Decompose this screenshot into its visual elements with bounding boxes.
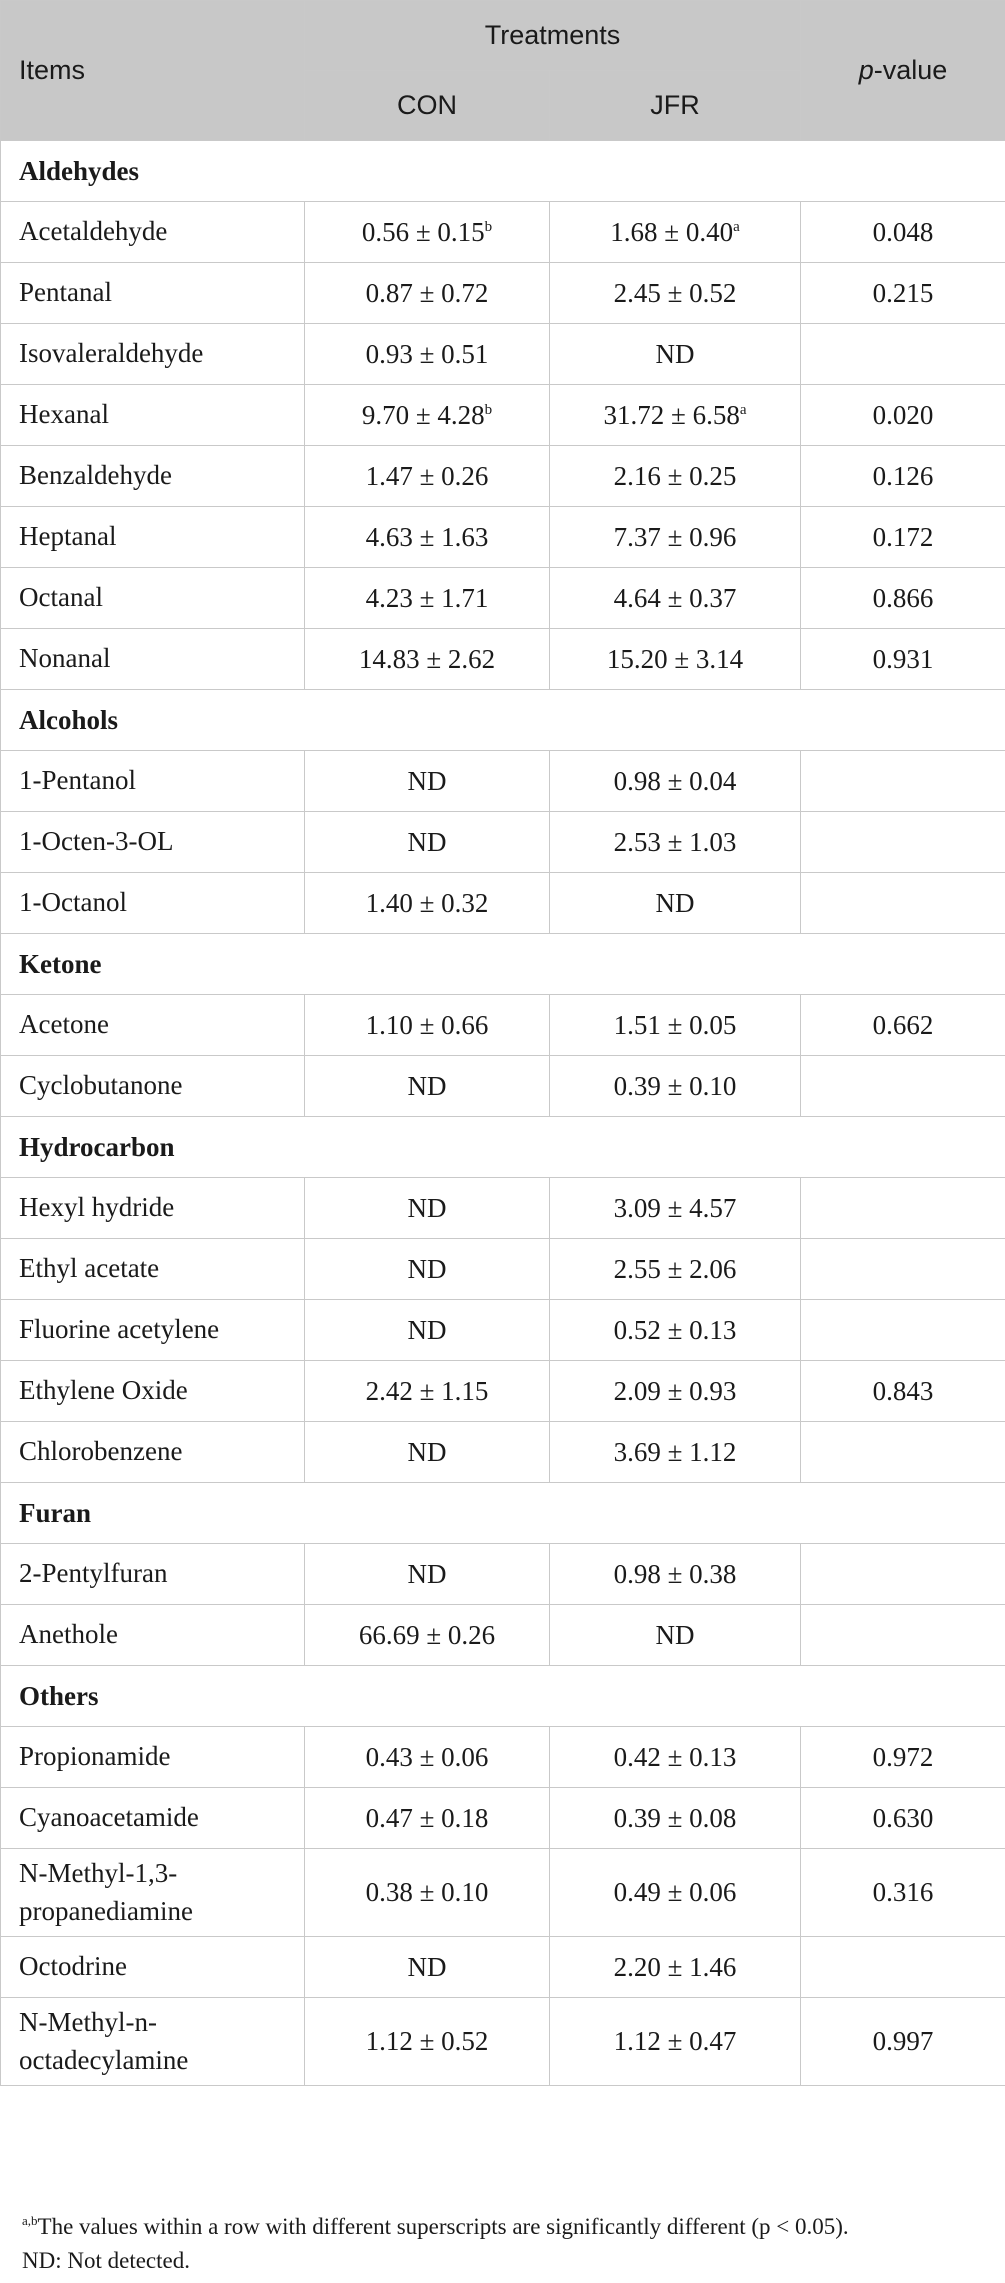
table-row bbox=[1, 263, 1005, 324]
compound-name bbox=[1, 1998, 305, 2086]
compound-name: Chlorobenzene bbox=[1, 1422, 305, 1483]
table-row bbox=[1, 202, 1005, 263]
jfr-value bbox=[550, 1178, 801, 1239]
con-value-text: ND bbox=[407, 765, 447, 796]
con-value bbox=[305, 1422, 550, 1483]
con-value-text: 2.42 ± 1.15 bbox=[365, 1375, 489, 1406]
con-header: CON bbox=[305, 71, 550, 141]
con-value-text: ND bbox=[407, 1192, 447, 1223]
con-value bbox=[305, 1300, 550, 1361]
jfr-value-text: 0.42 ± 0.13 bbox=[613, 1741, 737, 1772]
table-row bbox=[1, 1605, 1005, 1666]
jfr-value-text: 0.52 ± 0.13 bbox=[613, 1314, 737, 1345]
p-value bbox=[801, 1605, 1005, 1666]
jfr-value-text: ND bbox=[655, 887, 695, 918]
con-value-text: 0.38 ± 0.10 bbox=[365, 1877, 489, 1907]
p-value-rest: -value bbox=[873, 55, 948, 85]
jfr-value bbox=[550, 1544, 801, 1605]
jfr-superscript: a bbox=[733, 218, 740, 235]
p-value bbox=[801, 1239, 1005, 1300]
jfr-value bbox=[550, 324, 801, 385]
jfr-value bbox=[550, 1605, 801, 1666]
con-value-text: 0.56 ± 0.15 bbox=[361, 216, 485, 247]
jfr-value-text: 3.69 ± 1.12 bbox=[613, 1436, 737, 1467]
jfr-value bbox=[550, 1422, 801, 1483]
table-footnote bbox=[22, 2210, 992, 2278]
compound-name bbox=[1, 1849, 305, 1937]
jfr-value-text: ND bbox=[655, 338, 695, 369]
table-row bbox=[1, 1361, 1005, 1422]
p-value: 0.172 bbox=[801, 507, 1005, 568]
con-value bbox=[305, 873, 550, 934]
jfr-superscript: a bbox=[739, 401, 747, 418]
p-value bbox=[801, 873, 1005, 934]
compound-name: Nonanal bbox=[1, 629, 305, 690]
con-value-text: 0.43 ± 0.06 bbox=[365, 1741, 489, 1772]
con-value bbox=[305, 263, 550, 324]
con-value bbox=[305, 446, 550, 507]
table-row bbox=[1, 324, 1005, 385]
category-row bbox=[1, 141, 1005, 202]
jfr-value bbox=[550, 568, 801, 629]
compound-name: Octodrine bbox=[1, 1937, 305, 1998]
p-value bbox=[801, 1056, 1005, 1117]
jfr-value bbox=[550, 385, 801, 446]
con-value-text: 66.69 ± 0.26 bbox=[358, 1619, 496, 1650]
compound-name: Ethyl acetate bbox=[1, 1239, 305, 1300]
jfr-value bbox=[550, 751, 801, 812]
category-label: Hydrocarbon bbox=[1, 1117, 1005, 1178]
category-label: Others bbox=[1, 1666, 1005, 1727]
con-superscript: b bbox=[484, 401, 493, 418]
table-row bbox=[1, 1544, 1005, 1605]
p-value bbox=[801, 1422, 1005, 1483]
jfr-value-text: 31.72 ± 6.58 bbox=[603, 399, 740, 430]
con-value bbox=[305, 568, 550, 629]
p-value bbox=[801, 1178, 1005, 1239]
con-value bbox=[305, 202, 550, 263]
jfr-value-text: 4.64 ± 0.37 bbox=[613, 582, 737, 613]
con-value-text: 0.47 ± 0.18 bbox=[365, 1802, 489, 1833]
jfr-value-text: 3.09 ± 4.57 bbox=[613, 1192, 737, 1223]
compound-name: Acetaldehyde bbox=[1, 202, 305, 263]
p-value: 0.126 bbox=[801, 446, 1005, 507]
p-value: 0.931 bbox=[801, 629, 1005, 690]
jfr-value-text: 1.51 ± 0.05 bbox=[613, 1009, 737, 1040]
con-value-text: 1.12 ± 0.52 bbox=[365, 2026, 489, 2056]
con-value bbox=[305, 385, 550, 446]
compound-name: Acetone bbox=[1, 995, 305, 1056]
footnote-superscript: a,b bbox=[22, 2213, 38, 2228]
p-value: 0.997 bbox=[801, 1998, 1005, 2086]
con-value-text: 1.10 ± 0.66 bbox=[365, 1009, 489, 1040]
con-value bbox=[305, 507, 550, 568]
table-row bbox=[1, 1788, 1005, 1849]
jfr-value-text: 0.98 ± 0.38 bbox=[613, 1558, 737, 1589]
jfr-value bbox=[550, 1788, 801, 1849]
p-value: 0.866 bbox=[801, 568, 1005, 629]
jfr-value-text: 15.20 ± 3.14 bbox=[606, 643, 744, 674]
jfr-value-text: 2.45 ± 0.52 bbox=[613, 277, 737, 308]
footnote-significance bbox=[22, 2210, 992, 2244]
con-value bbox=[305, 1788, 550, 1849]
con-value-text: 9.70 ± 4.28 bbox=[361, 399, 485, 430]
jfr-value bbox=[550, 1849, 801, 1937]
jfr-value-text: 0.39 ± 0.10 bbox=[613, 1070, 737, 1101]
table-row bbox=[1, 1998, 1005, 2086]
table-row bbox=[1, 507, 1005, 568]
compound-name: 1-Octanol bbox=[1, 873, 305, 934]
con-value bbox=[305, 1998, 550, 2086]
p-value bbox=[801, 1544, 1005, 1605]
compound-name: Anethole bbox=[1, 1605, 305, 1666]
con-value bbox=[305, 1178, 550, 1239]
category-row bbox=[1, 1117, 1005, 1178]
table-header bbox=[1, 1, 1005, 141]
table-row bbox=[1, 385, 1005, 446]
treatments-header: Treatments bbox=[305, 1, 801, 71]
p-value: 0.972 bbox=[801, 1727, 1005, 1788]
table-row bbox=[1, 995, 1005, 1056]
compound-name: Heptanal bbox=[1, 507, 305, 568]
p-value bbox=[801, 1300, 1005, 1361]
table-row bbox=[1, 446, 1005, 507]
compound-name: Pentanal bbox=[1, 263, 305, 324]
p-value bbox=[801, 1937, 1005, 1998]
p-value-italic: p bbox=[858, 55, 874, 85]
compound-name: Fluorine acetylene bbox=[1, 1300, 305, 1361]
jfr-value bbox=[550, 1937, 801, 1998]
jfr-value bbox=[550, 263, 801, 324]
table-row bbox=[1, 629, 1005, 690]
con-value-text: 4.63 ± 1.63 bbox=[365, 521, 489, 552]
compound-name: Benzaldehyde bbox=[1, 446, 305, 507]
con-value-text: ND bbox=[407, 1253, 447, 1284]
p-value-header bbox=[801, 1, 1005, 141]
category-label: Alcohols bbox=[1, 690, 1005, 751]
p-value: 0.843 bbox=[801, 1361, 1005, 1422]
jfr-value bbox=[550, 446, 801, 507]
con-value-text: 1.47 ± 0.26 bbox=[365, 460, 489, 491]
con-value bbox=[305, 1361, 550, 1422]
table-row bbox=[1, 873, 1005, 934]
table-row bbox=[1, 1727, 1005, 1788]
con-value-text: ND bbox=[407, 1314, 447, 1345]
jfr-value-text: 0.98 ± 0.04 bbox=[613, 765, 737, 796]
compound-name: 2-Pentylfuran bbox=[1, 1544, 305, 1605]
jfr-value-text: ND bbox=[655, 1619, 695, 1650]
compound-name-line: N-Methyl-1,3- bbox=[19, 1857, 178, 1888]
category-row bbox=[1, 934, 1005, 995]
jfr-value-text: 1.12 ± 0.47 bbox=[613, 2026, 737, 2056]
con-value-text: 14.83 ± 2.62 bbox=[358, 643, 496, 674]
con-value-text: ND bbox=[407, 1951, 447, 1982]
table-row bbox=[1, 812, 1005, 873]
jfr-header: JFR bbox=[550, 71, 801, 141]
jfr-value-text: 2.16 ± 0.25 bbox=[613, 460, 737, 491]
table-body bbox=[1, 141, 1005, 2086]
p-value: 0.215 bbox=[801, 263, 1005, 324]
compound-name: Propionamide bbox=[1, 1727, 305, 1788]
con-value bbox=[305, 324, 550, 385]
compound-name: Hexyl hydride bbox=[1, 1178, 305, 1239]
p-value bbox=[801, 324, 1005, 385]
con-value-text: 1.40 ± 0.32 bbox=[365, 887, 489, 918]
category-label: Furan bbox=[1, 1483, 1005, 1544]
compound-name-line: propanediamine bbox=[19, 1895, 193, 1926]
con-value-text: 0.93 ± 0.51 bbox=[365, 338, 489, 369]
jfr-value-text: 7.37 ± 0.96 bbox=[613, 521, 737, 552]
table-row bbox=[1, 751, 1005, 812]
con-value bbox=[305, 1605, 550, 1666]
p-value: 0.020 bbox=[801, 385, 1005, 446]
jfr-value bbox=[550, 1300, 801, 1361]
compound-name: Octanal bbox=[1, 568, 305, 629]
p-value: 0.316 bbox=[801, 1849, 1005, 1937]
con-value bbox=[305, 1849, 550, 1937]
jfr-value bbox=[550, 1727, 801, 1788]
con-value bbox=[305, 1544, 550, 1605]
compound-name: Hexanal bbox=[1, 385, 305, 446]
p-value bbox=[801, 812, 1005, 873]
footnote-significance-text: The values within a row with different superscripts are significantly different (p < 0.05). bbox=[37, 2214, 849, 2239]
table-row bbox=[1, 1056, 1005, 1117]
category-row bbox=[1, 690, 1005, 751]
con-value-text: 0.87 ± 0.72 bbox=[365, 277, 489, 308]
table-row bbox=[1, 568, 1005, 629]
compound-name: Cyclobutanone bbox=[1, 1056, 305, 1117]
con-value bbox=[305, 995, 550, 1056]
con-value-text: ND bbox=[407, 1070, 447, 1101]
con-value-text: ND bbox=[407, 1436, 447, 1467]
jfr-value bbox=[550, 1056, 801, 1117]
jfr-value bbox=[550, 995, 801, 1056]
con-value bbox=[305, 812, 550, 873]
con-value-text: ND bbox=[407, 1558, 447, 1589]
p-value: 0.662 bbox=[801, 995, 1005, 1056]
con-value bbox=[305, 1727, 550, 1788]
table-row bbox=[1, 1300, 1005, 1361]
compound-name-line: N-Methyl-n- bbox=[19, 2006, 157, 2037]
category-row bbox=[1, 1666, 1005, 1727]
jfr-value-text: 0.39 ± 0.08 bbox=[613, 1802, 737, 1833]
items-header: Items bbox=[1, 1, 305, 141]
jfr-value-text: 0.49 ± 0.06 bbox=[613, 1877, 737, 1907]
con-value-text: 4.23 ± 1.71 bbox=[365, 582, 489, 613]
category-label: Ketone bbox=[1, 934, 1005, 995]
table-row bbox=[1, 1178, 1005, 1239]
table-row bbox=[1, 1422, 1005, 1483]
con-value bbox=[305, 751, 550, 812]
jfr-value-text: 2.09 ± 0.93 bbox=[613, 1375, 737, 1406]
con-value bbox=[305, 1937, 550, 1998]
table-row bbox=[1, 1239, 1005, 1300]
con-value bbox=[305, 629, 550, 690]
p-value bbox=[801, 751, 1005, 812]
con-value bbox=[305, 1239, 550, 1300]
jfr-value-text: 2.53 ± 1.03 bbox=[613, 826, 737, 857]
con-value bbox=[305, 1056, 550, 1117]
jfr-value bbox=[550, 1998, 801, 2086]
con-value-text: ND bbox=[407, 826, 447, 857]
compound-name-line: octadecylamine bbox=[19, 2044, 189, 2075]
p-value: 0.048 bbox=[801, 202, 1005, 263]
jfr-value-text: 2.55 ± 2.06 bbox=[613, 1253, 737, 1284]
jfr-value-text: 1.68 ± 0.40 bbox=[610, 216, 734, 247]
jfr-value bbox=[550, 1361, 801, 1422]
compound-name: Isovaleraldehyde bbox=[1, 324, 305, 385]
jfr-value bbox=[550, 873, 801, 934]
jfr-value bbox=[550, 812, 801, 873]
compound-name: Ethylene Oxide bbox=[1, 1361, 305, 1422]
jfr-value-text: 2.20 ± 1.46 bbox=[613, 1951, 737, 1982]
footnote-nd: ND: Not detected. bbox=[22, 2248, 190, 2273]
jfr-value bbox=[550, 1239, 801, 1300]
p-value: 0.630 bbox=[801, 1788, 1005, 1849]
compound-name: 1-Pentanol bbox=[1, 751, 305, 812]
table-row bbox=[1, 1849, 1005, 1937]
jfr-value bbox=[550, 202, 801, 263]
con-superscript: b bbox=[484, 218, 493, 235]
compound-name: Cyanoacetamide bbox=[1, 1788, 305, 1849]
compound-name: 1-Octen-3-OL bbox=[1, 812, 305, 873]
table-row bbox=[1, 1937, 1005, 1998]
category-label: Aldehydes bbox=[1, 141, 1005, 202]
jfr-value bbox=[550, 507, 801, 568]
jfr-value bbox=[550, 629, 801, 690]
category-row bbox=[1, 1483, 1005, 1544]
